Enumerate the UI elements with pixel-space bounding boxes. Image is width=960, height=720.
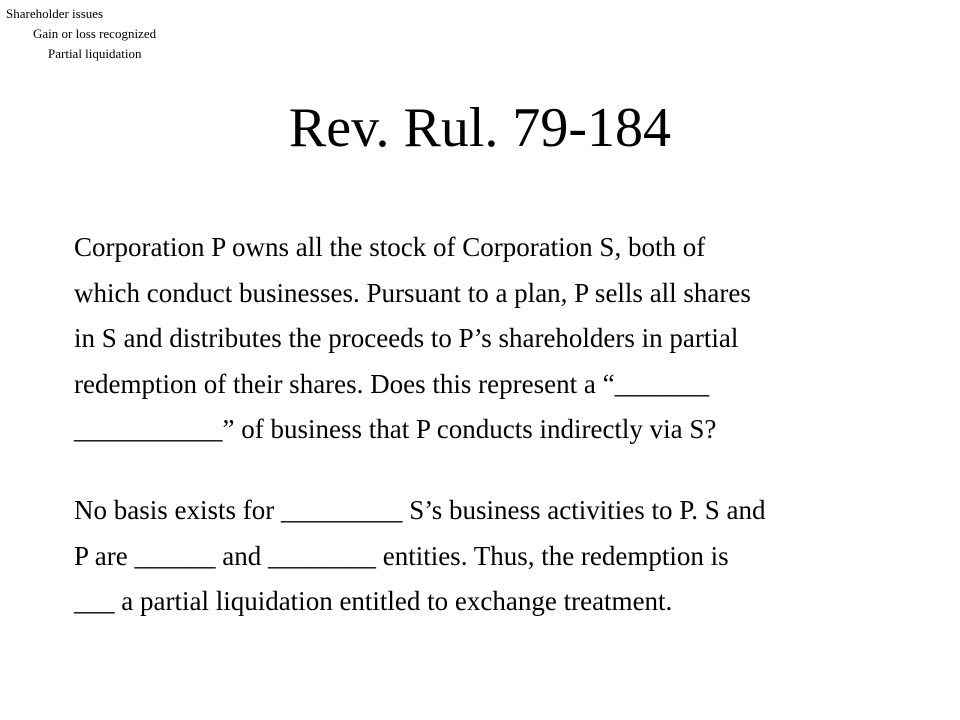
paragraph-line: P are ______ and ________ entities. Thus, the redemption is (74, 540, 729, 571)
paragraph-line: redemption of their shares. Does this represent a “_______ (74, 368, 710, 399)
paragraph-line: ___________” of business that P conducts indirectly via S? (74, 414, 717, 444)
slide-title: Rev. Rul. 79-184 (288, 97, 672, 159)
outline-level-3: Partial liquidation (48, 46, 142, 61)
paragraph-line: ___ a partial liquidation entitled to exchange treatment. (74, 586, 673, 616)
answer-paragraph (74, 488, 914, 625)
paragraph-line: No basis exists for _________ S’s business activities to P. S and (74, 495, 766, 525)
outline-level-2: Gain or loss recognized (33, 26, 157, 41)
paragraph-line: Corporation P owns all the stock of Corporation S, both of (74, 232, 706, 262)
topic-outline (6, 4, 156, 64)
outline-level-1: Shareholder issues (6, 6, 104, 21)
question-paragraph (74, 225, 914, 453)
paragraph-line: which conduct businesses. Pursuant to a plan, P sells all shares (74, 277, 751, 308)
paragraph-line: in S and distributes the proceeds to P’s shareholders in partial (74, 323, 739, 353)
